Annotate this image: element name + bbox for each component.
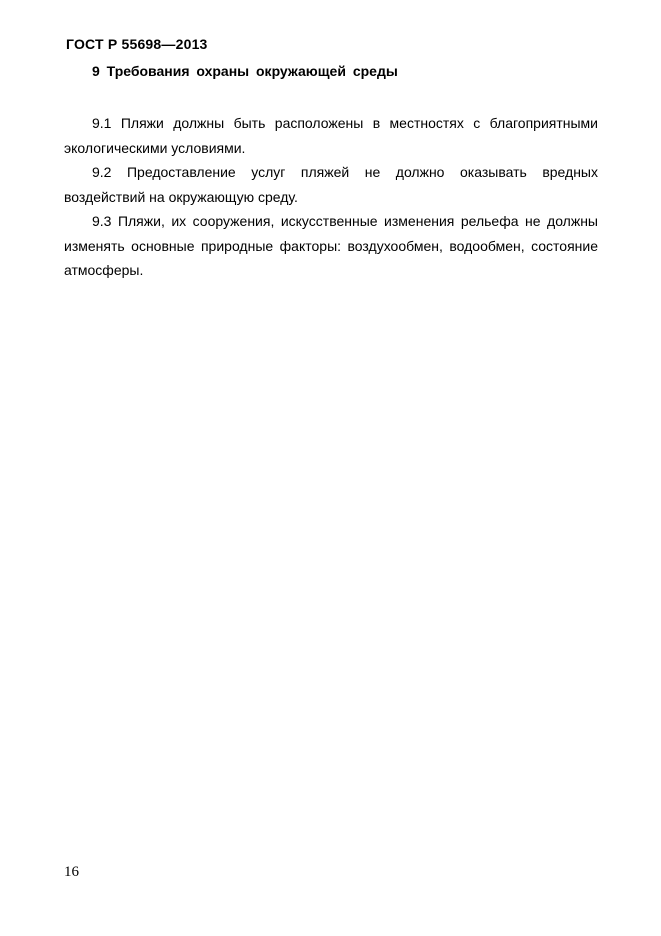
document-code-header: ГОСТ Р 55698—2013 xyxy=(66,36,208,52)
section-title: 9 Требования охраны окружающей среды xyxy=(92,63,398,79)
paragraph-9-2: 9.2 Предоставление услуг пляжей не должно оказывать вредных воздействий на окружающую среду. xyxy=(64,164,598,205)
paragraph-9-3: 9.3 Пляжи, их сооружения, искусственные изменения рельефа не должны изменять основные природные факторы: воздухообмен, водообмен, состояние атмосферы. xyxy=(64,213,598,278)
section-body xyxy=(64,111,598,283)
page-number: 16 xyxy=(64,864,79,880)
paragraph-9-1: 9.1 Пляжи должны быть расположены в местностях с благоприятными экологическими условиями. xyxy=(64,115,598,156)
